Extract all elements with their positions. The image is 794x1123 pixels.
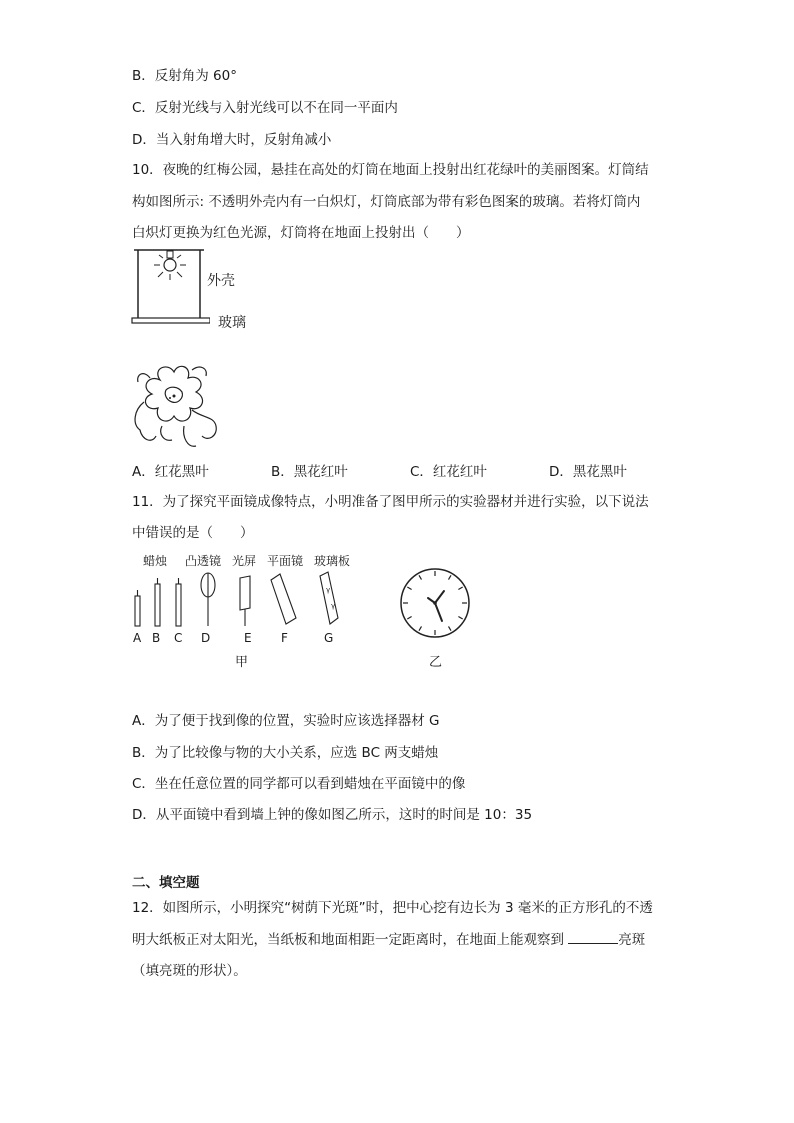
q11-option-b: B．为了比较像与物的大小关系，应选 BC 两支蜡烛 — [132, 745, 439, 761]
q12-stem-line2-tail: 亮斑 — [618, 932, 646, 948]
q9-option-c: C．反射光线与入射光线可以不在同一平面内 — [132, 100, 398, 116]
q12-answer-blank[interactable] — [568, 929, 618, 944]
svg-text:γ: γ — [326, 586, 331, 594]
letter-g: G — [324, 631, 334, 645]
lamp-diagram — [130, 248, 210, 330]
q10-option-d: D．黑花黑叶 — [549, 464, 627, 480]
caption-yi: 乙 — [429, 655, 443, 670]
caption-jia: 甲 — [235, 655, 249, 670]
q11-option-a: A．为了便于找到像的位置，实验时应该选择器材 G — [132, 713, 440, 729]
label-screen: 光屏 — [232, 554, 257, 568]
svg-text:γ: γ — [331, 602, 336, 610]
q12-stem-line2-text: 明大纸板正对太阳光，当纸板和地面相距一定距离时，在地面上能观察到 — [132, 932, 569, 948]
letter-d: D — [201, 631, 211, 645]
letter-b: B — [152, 631, 161, 645]
apparatus-diagram — [128, 568, 358, 630]
letter-e: E — [244, 631, 252, 645]
q11-stem-line2: 中错误的是（ ） — [132, 525, 254, 541]
flower-pattern — [130, 360, 222, 452]
q12-stem-line3: （填亮斑的形状）。 — [132, 963, 247, 979]
q9-option-b: B．反射角为 60° — [132, 68, 237, 84]
q10-option-a: A．红花黑叶 — [132, 464, 209, 480]
letter-a: A — [133, 631, 142, 645]
q12-stem-line2 — [132, 929, 645, 950]
q10-stem-line1: 10．夜晚的红梅公园，悬挂在高处的灯筒在地面上投射出红花绿叶的美丽图案。灯筒结 — [132, 162, 649, 178]
q9-option-d: D．当入射角增大时，反射角减小 — [132, 132, 332, 148]
q10-stem-line2: 构如图所示: 不透明外壳内有一白炽灯，灯筒底部为带有彩色图案的玻璃。若将灯筒内 — [132, 194, 641, 210]
label-plane-mirror: 平面镜 — [267, 554, 304, 568]
q11-option-c: C．坐在任意位置的同学都可以看到蜡烛在平面镜中的像 — [132, 776, 466, 792]
q11-stem-line1: 11．为了探究平面镜成像特点，小明准备了图甲所示的实验器材并进行实验，以下说法 — [132, 494, 649, 510]
label-glass-plate: 玻璃板 — [314, 554, 351, 568]
q12-stem-line1: 12．如图所示，小明探究“树荫下光斑”时，把中心挖有边长为 3 毫米的正方形孔的不透 — [132, 900, 653, 916]
q10-option-c: C．红花红叶 — [410, 464, 487, 480]
q10-option-b: B．黑花红叶 — [271, 464, 348, 480]
q11-option-d: D．从平面镜中看到墙上钟的像如图乙所示，这时的时间是 10：35 — [132, 807, 533, 823]
letter-c: C — [174, 631, 183, 645]
section-heading-fill-in: 二、填空题 — [132, 875, 200, 891]
label-glass: 玻璃 — [218, 315, 246, 331]
label-shell: 外壳 — [207, 273, 235, 289]
clock-diagram — [398, 566, 472, 640]
label-candle: 蜡烛 — [143, 554, 168, 568]
q10-stem-line3: 白炽灯更换为红色光源，灯筒将在地面上投射出（ ） — [132, 225, 470, 241]
letter-f: F — [281, 631, 288, 645]
label-convex-lens: 凸透镜 — [185, 554, 222, 568]
